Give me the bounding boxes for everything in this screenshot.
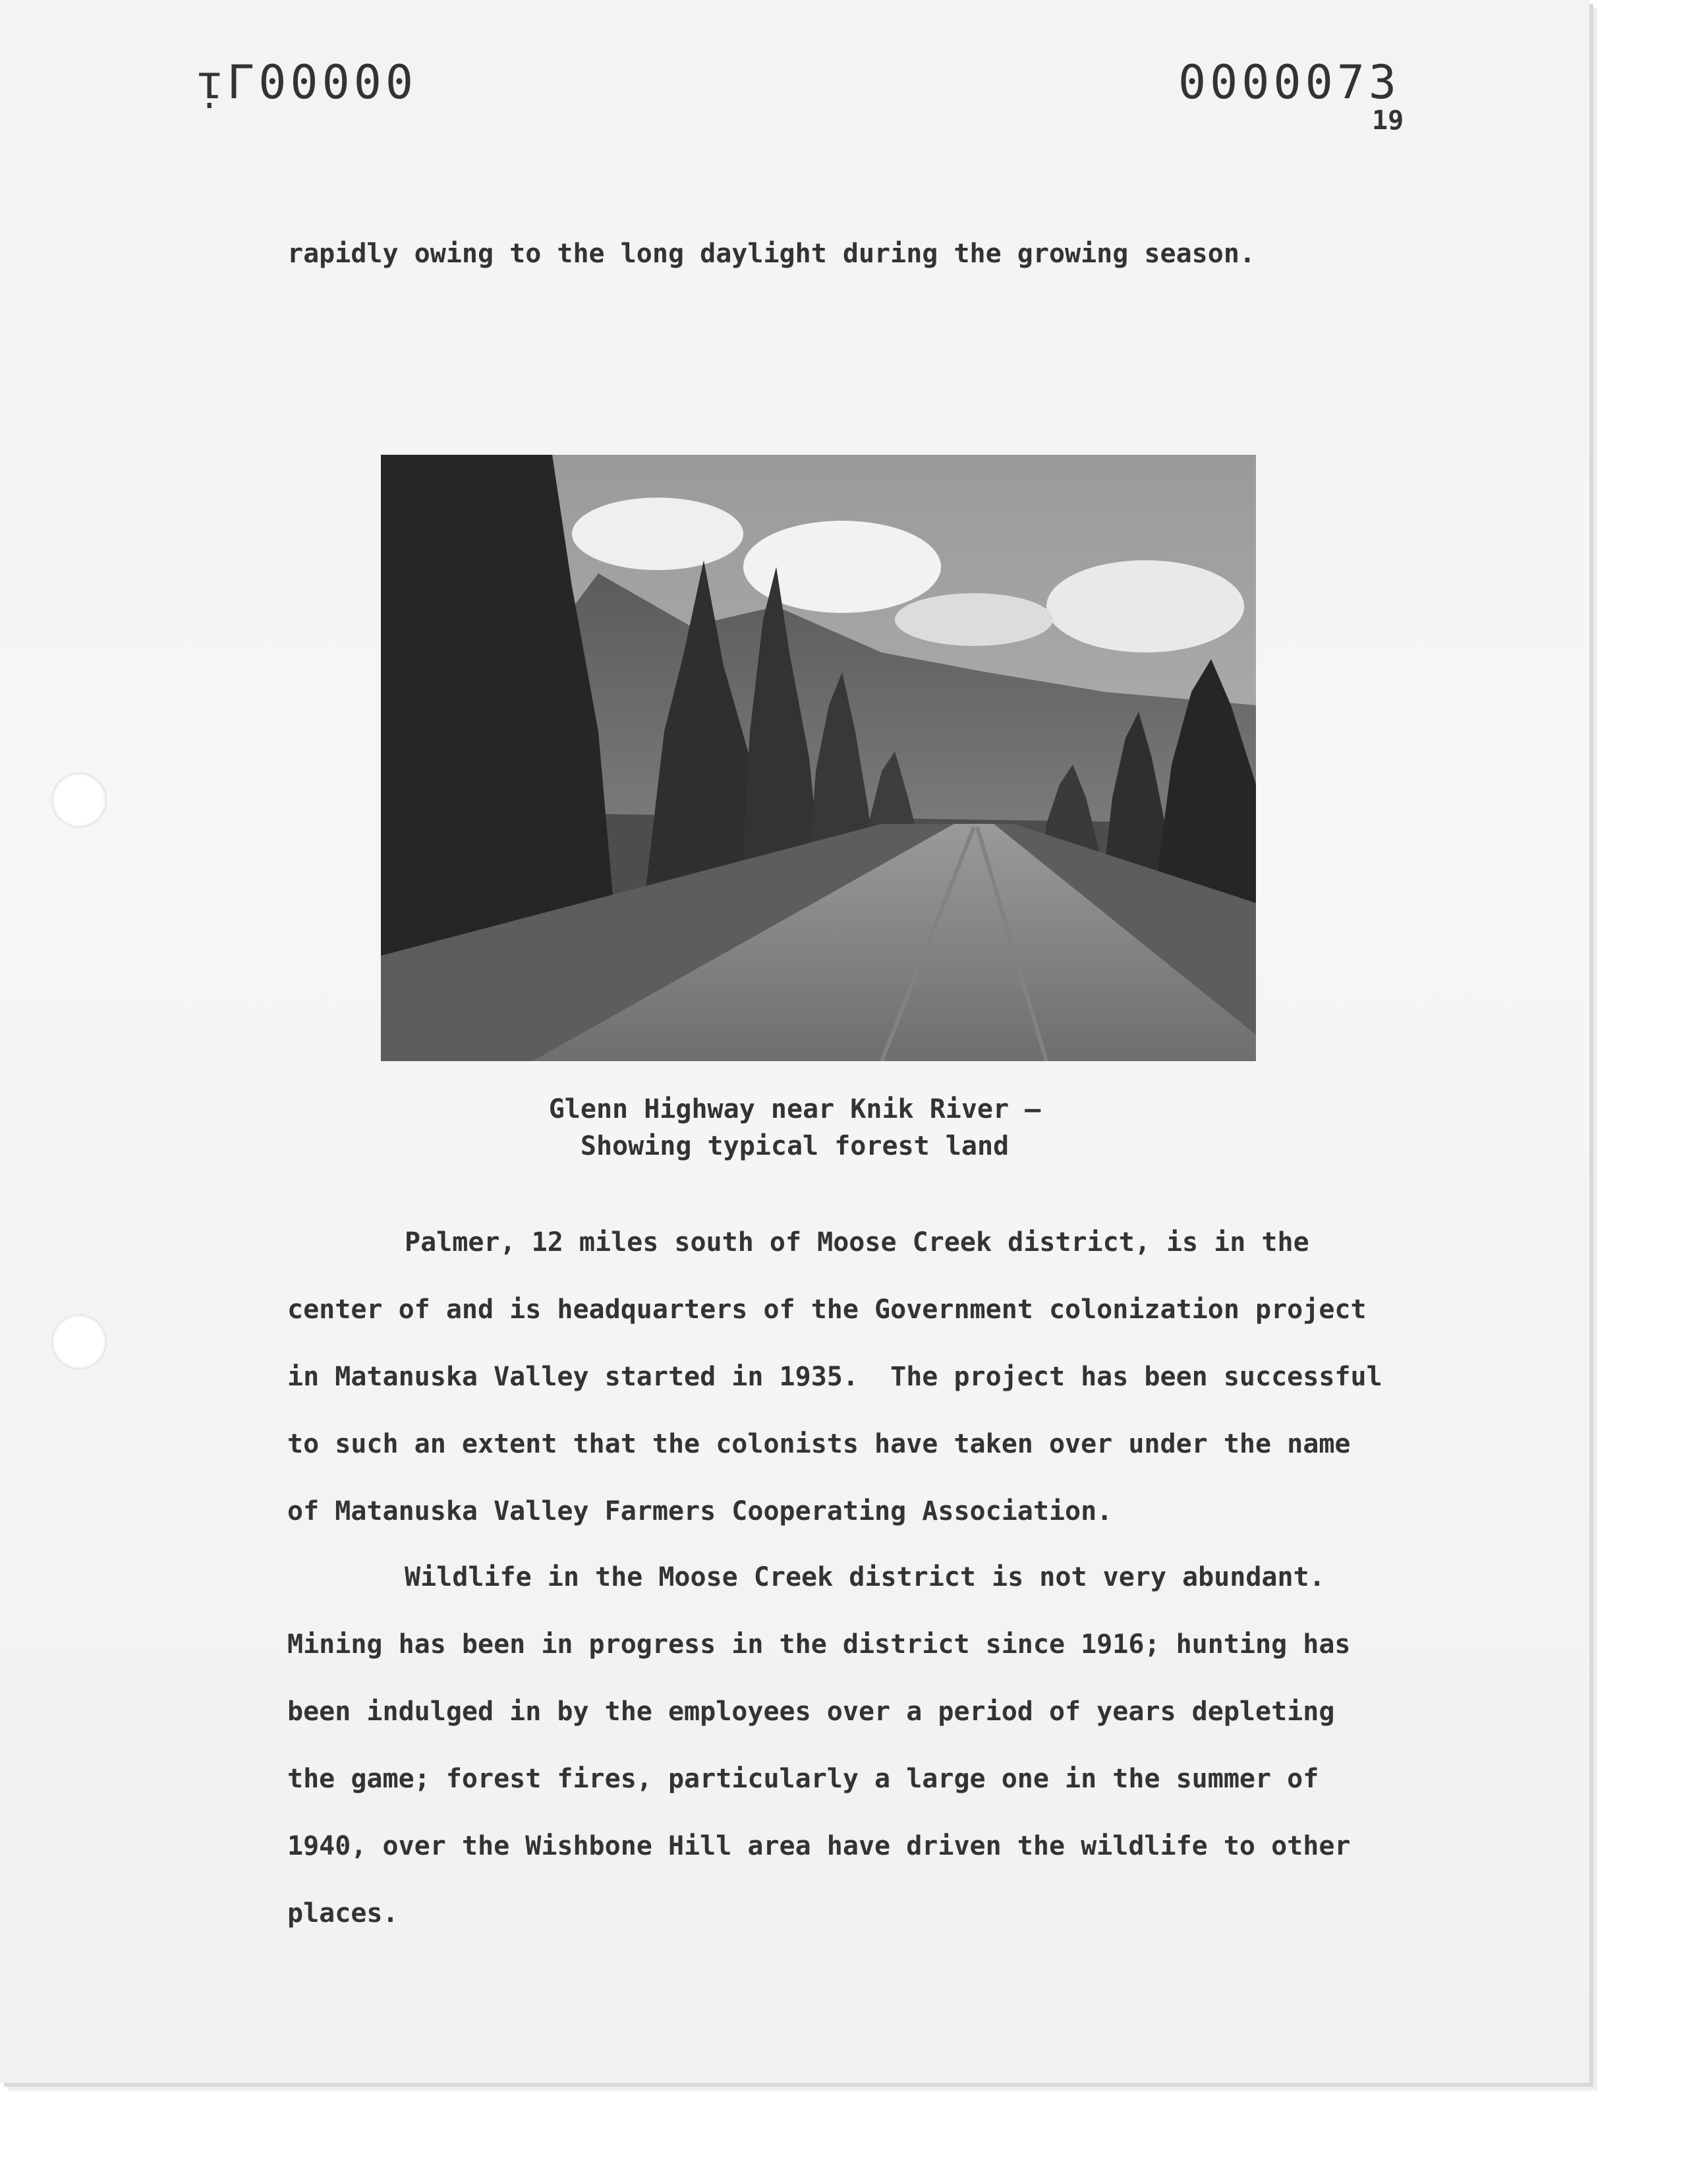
- text-line: to such an extent that the colonists have taken over under the name: [287, 1429, 1351, 1459]
- photo-caption-line-1: Glenn Highway near Knik River —: [548, 1094, 1041, 1124]
- photo-caption-line-2: Showing typical forest land: [580, 1131, 1010, 1161]
- forest-road-photograph: [381, 455, 1256, 1061]
- punch-hole-top: [51, 772, 107, 828]
- left-serial-stamp: ᴉΓ00000: [195, 55, 418, 109]
- text-line: center of and is headquarters of the Government colonization project: [287, 1294, 1367, 1325]
- text-line: Palmer, 12 miles south of Moose Creek district, is in the: [405, 1227, 1309, 1258]
- text-line: the game; forest fires, particularly a large one in the summer of: [287, 1764, 1319, 1794]
- right-serial-stamp: 0000073: [1178, 55, 1401, 109]
- punch-hole-bottom: [51, 1314, 107, 1370]
- page-number: 19: [1372, 105, 1404, 136]
- text-line: been indulged in by the employees over a period of years depleting: [287, 1696, 1335, 1727]
- text-line: Mining has been in progress in the district since 1916; hunting has: [287, 1629, 1351, 1660]
- text-line: places.: [287, 1898, 399, 1928]
- text-line: 1940, over the Wishbone Hill area have driven the wildlife to other: [287, 1831, 1351, 1861]
- text-line: Wildlife in the Moose Creek district is not very abundant.: [405, 1562, 1325, 1592]
- text-line: of Matanuska Valley Farmers Cooperating Association.: [287, 1496, 1113, 1526]
- intro-line: rapidly owing to the long daylight during the growing season.: [287, 239, 1256, 269]
- text-line: in Matanuska Valley started in 1935. The project has been successful: [287, 1362, 1382, 1392]
